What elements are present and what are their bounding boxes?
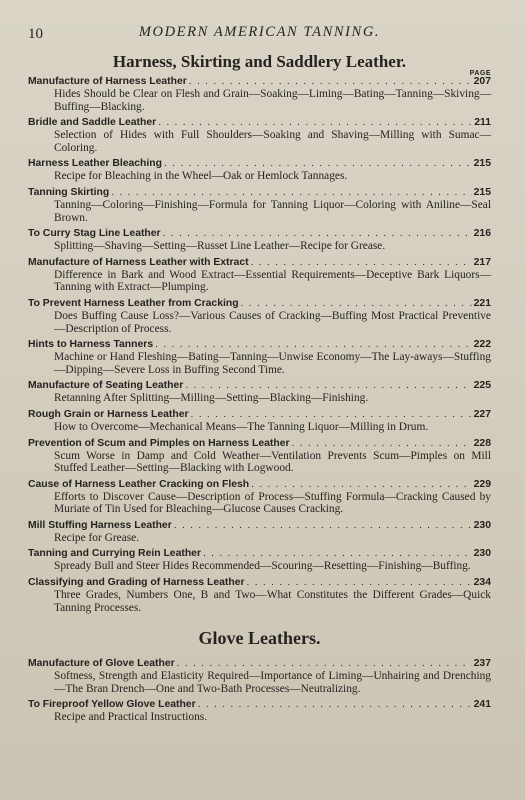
toc-entry-page-number: 230 — [473, 548, 491, 560]
toc-entry — [28, 379, 491, 405]
toc-entry-description: Softness, Strength and Elasticity Required—Importance of Liming—Unhairing and Drenching—The Bran Drench—One and Two-Bath Processes—Neutralizing. — [54, 670, 491, 695]
toc-entry-description: Machine or Hand Fleshing—Bating—Tanning—Unwise Economy—The Lay-aways—Stuffing—Dipping—Severe Loss in Buffing Second Time. — [54, 351, 491, 376]
toc-entry-description: Tanning—Coloring—Finishing—Formula for Tanning Liquor—Coloring with Aniline—Seal Brown. — [54, 198, 491, 224]
dot-leader — [251, 256, 472, 269]
toc-entry-title: Hints to Harness Tanners — [28, 339, 154, 351]
toc-entry-heading — [28, 519, 491, 532]
toc-entry-title: Harness Leather Bleaching — [28, 158, 162, 170]
toc-entry-title: Tanning and Currying Rein Leather — [28, 548, 201, 560]
dot-leader — [177, 657, 472, 670]
toc-entry-description: How to Overcome—Mechanical Means—The Tanning Liquor—Milling in Drum. — [54, 420, 429, 433]
toc-entry — [28, 297, 491, 335]
dot-leader — [189, 75, 472, 88]
toc-entry-description: Hides Should be Clear on Flesh and Grain—Soaking—Liming—Bating—Tanning—Skiving—Buffing—Blacking. — [54, 88, 491, 113]
page-number: 10 — [28, 26, 43, 42]
toc-entry — [28, 519, 491, 545]
toc-entry — [28, 116, 491, 154]
toc-entry-title: Classifying and Grading of Harness Leather — [28, 577, 245, 589]
dot-leader — [198, 698, 472, 711]
toc-entry-title: Manufacture of Glove Leather — [28, 658, 175, 670]
toc-entry-page-number: 234 — [473, 577, 491, 589]
toc-entry-title: Manufacture of Harness Leather with Extract — [28, 256, 249, 268]
toc-entry-page-number: 225 — [473, 380, 491, 392]
toc-entry-page-number: 230 — [473, 519, 491, 531]
dot-leader — [241, 297, 472, 310]
dot-leader — [155, 338, 472, 351]
dot-leader — [164, 157, 472, 170]
dot-leader — [185, 379, 471, 392]
running-title: MODERN AMERICAN TANNING. — [138, 24, 381, 40]
toc-entry-title: Tanning Skirting — [28, 186, 110, 198]
toc-entry-page-number: 222 — [473, 339, 491, 351]
toc-entry-page-number: 227 — [473, 408, 491, 420]
toc-entry-title: To Prevent Harness Leather from Cracking — [28, 297, 239, 309]
section-glove — [28, 628, 491, 724]
toc-entry-description: Selection of Hides with Full Shoulders—Soaking and Shaving—Milling with Sumac—Coloring. — [54, 129, 491, 154]
dot-leader — [191, 408, 472, 421]
toc-entry — [28, 256, 491, 294]
toc-entry-heading — [28, 547, 491, 560]
dot-leader — [111, 186, 471, 199]
toc-entry-title: Bridle and Saddle Leather — [28, 117, 157, 129]
dot-leader — [174, 519, 472, 532]
toc-entry-title: To Fireproof Yellow Glove Leather — [28, 699, 196, 711]
toc-entry-heading — [28, 186, 491, 199]
section-harness — [28, 52, 491, 614]
dot-leader — [292, 437, 472, 450]
toc-entry — [28, 157, 491, 183]
toc-entry-heading — [28, 698, 491, 711]
dot-leader — [158, 116, 472, 129]
toc-entry-description: Does Buffing Cause Loss?—Various Causes of Cracking—Buffing Most Practical Preventive—Description of Process. — [54, 309, 491, 335]
toc-entry-title: Cause of Harness Leather Cracking on Flesh — [28, 478, 250, 490]
toc-entry-page-number: 215 — [473, 158, 491, 170]
toc-list — [28, 75, 491, 614]
toc-entry-heading — [28, 478, 491, 491]
toc-entry-heading — [28, 379, 491, 392]
toc-entry-heading — [28, 297, 491, 310]
toc-entry-description: Recipe and Practical Instructions. — [54, 711, 208, 724]
toc-entry-description: Splitting—Shaving—Setting—Russet Line Leather—Recipe for Grease. — [54, 240, 386, 253]
toc-entry-page-number: 229 — [473, 478, 491, 490]
page-column-label: PAGE — [469, 70, 491, 77]
toc-entry-description: Scum Worse in Damp and Cold Weather—Ventilation Prevents Scum—Pimples on Mill Stuffed Leather—Setting—Blacking with Logwood. — [54, 449, 491, 475]
toc-entry-description: Recipe for Grease. — [54, 531, 140, 544]
toc-entry — [28, 698, 491, 724]
toc-entry-title: Manufacture of Harness Leather — [28, 76, 187, 87]
toc-entry-title: Prevention of Scum and Pimples on Harness Leather — [28, 437, 290, 449]
toc-entry-description: Retanning After Splitting—Milling—Setting—Blacking—Finishing. — [54, 392, 369, 405]
toc-entry — [28, 186, 491, 224]
toc-entry — [28, 227, 491, 253]
toc-entry-title: Rough Grain or Harness Leather — [28, 408, 189, 420]
toc-entry-heading — [28, 256, 491, 269]
toc-entry-description: Recipe for Bleaching in the Wheel—Oak or Hemlock Tannages. — [54, 170, 348, 183]
dot-leader — [203, 547, 472, 560]
toc-entry — [28, 338, 491, 376]
toc-entry-heading — [28, 75, 491, 88]
toc-entry-heading — [28, 116, 491, 129]
toc-entry-description: Difference in Bark and Wood Extract—Essential Requirements—Deceptive Bark Liquors—Tanning with Extract—Plumping. — [54, 268, 491, 294]
toc-entry-heading — [28, 157, 491, 170]
toc-entry — [28, 657, 491, 695]
toc-entry — [28, 576, 491, 614]
toc-entry — [28, 437, 491, 475]
dot-leader — [251, 478, 472, 491]
toc-entry-page-number: 228 — [473, 437, 491, 449]
toc-entry-heading — [28, 576, 491, 589]
toc-entry-title: Manufacture of Seating Leather — [28, 380, 184, 392]
toc-entry-title: Mill Stuffing Harness Leather — [28, 519, 172, 531]
toc-entry-heading — [28, 338, 491, 351]
toc-entry-page-number: 215 — [473, 186, 491, 198]
toc-entry-page-number: 237 — [473, 658, 491, 670]
toc-entry-heading — [28, 657, 491, 670]
section-title: Glove Leathers. — [198, 628, 321, 649]
toc-entry-page-number: 241 — [473, 699, 491, 711]
toc-entry-heading — [28, 227, 491, 240]
dot-leader — [163, 227, 472, 240]
toc-entry — [28, 547, 491, 573]
toc-entry-page-number: 211 — [474, 117, 491, 129]
toc-entry-page-number: 217 — [473, 256, 491, 268]
toc-entry-description: Spready Bull and Steer Hides Recommended—Scouring—Resetting—Finishing—Buffing. — [54, 560, 471, 573]
toc-entry — [28, 75, 491, 113]
toc-entry-description: Three Grades, Numbers One, B and Two—What Constitutes the Different Grades—Quick Tanning Processes. — [54, 589, 491, 614]
toc-entry-heading — [28, 437, 491, 450]
toc-entry-page-number: 221 — [473, 297, 491, 309]
toc-entry-title: To Curry Stag Line Leather — [28, 228, 161, 240]
section-title: Harness, Skirting and Saddlery Leather. — [112, 52, 407, 71]
dot-leader — [247, 576, 472, 589]
toc-entry-page-number: 207 — [473, 76, 491, 87]
toc-entry-description: Efforts to Discover Cause—Description of Process—Stuffing Formula—Cracking Caused by Muriate of Tin Used for Bleaching—Glucose Causes Cracking. — [54, 490, 491, 516]
toc-entry-page-number: 216 — [473, 228, 491, 240]
toc-entry — [28, 408, 491, 434]
running-head — [28, 0, 491, 40]
toc-list — [28, 657, 491, 724]
toc-entry-heading — [28, 408, 491, 421]
toc-entry — [28, 478, 491, 516]
